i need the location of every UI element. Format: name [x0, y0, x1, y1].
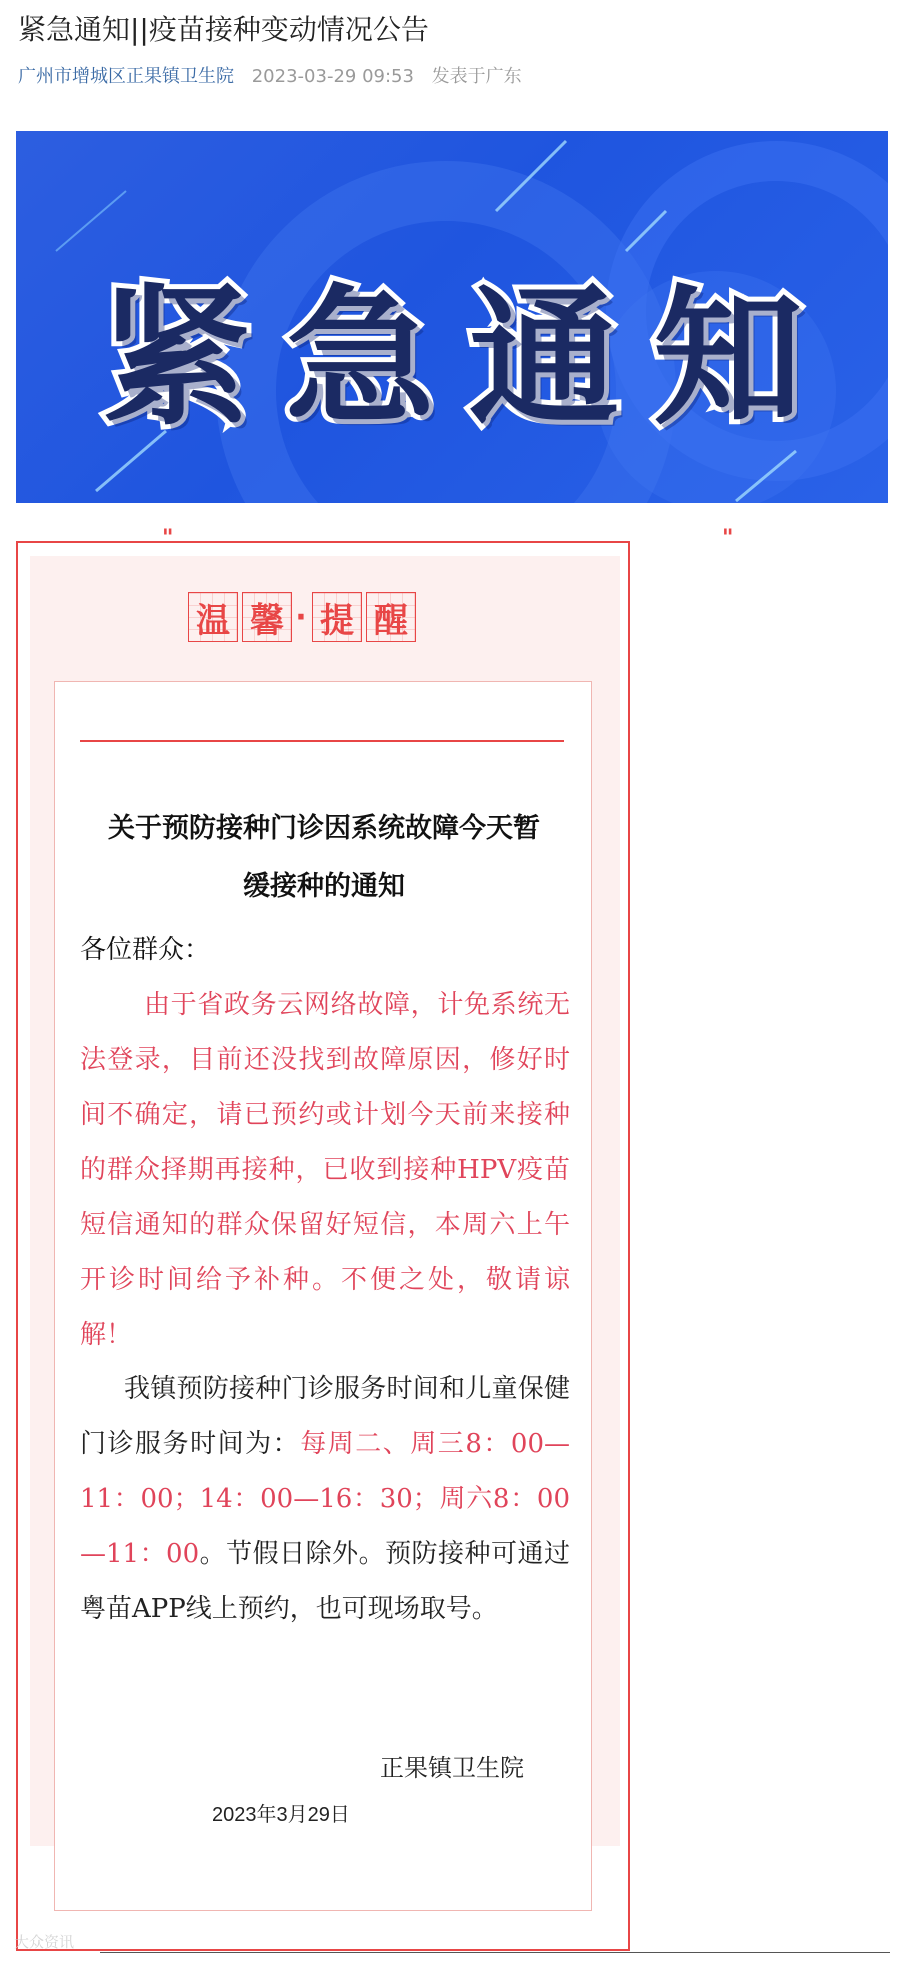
card-divider [80, 740, 564, 742]
notice-title [74, 800, 574, 916]
watermark: 大众资讯 [14, 1934, 75, 1951]
service-hours: 每周二、周三8：00—11：00；14：00—16：30；周六8：00—11：00 [80, 1429, 570, 1569]
notice-paragraph-hours [80, 1362, 570, 1637]
article-title: 紧急通知||疫苗接种变动情况公告 [18, 13, 429, 46]
publish-location: 发表于广东 [431, 66, 522, 87]
author-link[interactable]: 广州市增城区正果镇卫生院 [18, 66, 234, 87]
article-meta [18, 64, 534, 90]
greeting: 各位群众： [80, 935, 211, 965]
hours-outro: 。节假日除外。预防接种可通过粤苗APP线上预约，也可现场取号。 [80, 1539, 570, 1624]
banner-headline: 紧急通知 [100, 272, 837, 446]
notice-title-line: 缓接种的通知 [243, 871, 405, 902]
urgent-notice-banner [16, 131, 888, 503]
notice-title-line: 关于预防接种门诊因系统故障今天暂 [108, 813, 540, 844]
reminder-char-box: 提 [312, 592, 362, 642]
bottom-divider [100, 1952, 890, 1953]
reminder-char-box: 温 [188, 592, 238, 642]
notice-date: 2023年3月29日 [212, 1804, 350, 1826]
reminder-dot: · [295, 599, 307, 635]
publish-time: 2023-03-29 09:53 [251, 66, 414, 87]
reminder-char-box: 醒 [366, 592, 416, 642]
right-quote-mark: " [722, 526, 734, 551]
signature: 正果镇卫生院 [380, 1754, 524, 1782]
left-quote-mark: " [162, 526, 174, 551]
reminder-char-box: 馨 [242, 592, 292, 642]
hours-intro: 我镇预防接种门诊服务时间和儿童保健门诊服务时间为： [80, 1374, 570, 1459]
notice-paragraph-fault: 由于省政务云网络故障，计免系统无法登录，目前还没找到故障原因，修好时间不确定，请已预约或计划今天前来接种的群众择期再接种，已收到接种HPV疫苗短信通知的群众保留好短信，本周六上午开诊时间给予补种。不便之处，敬请谅解！ [80, 990, 570, 1350]
warm-reminder-header [188, 592, 420, 642]
